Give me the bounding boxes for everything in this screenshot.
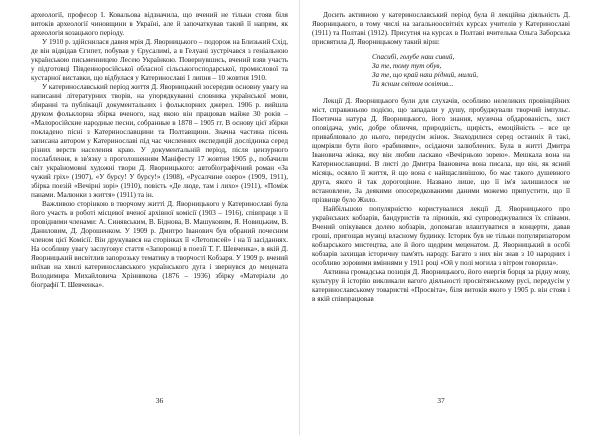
page-number: 37 <box>437 396 445 405</box>
paragraph: Досить активною у катеринославський період була й лекційна діяльність Д. Яворницького, в тому числі на загальноосвітніх курсах учителів у Катеринославі (1911) та Полтаві (1912). Присутня на курсах в Полтаві вчителька Ольга Заборська присвятила Д. Яворницькому такий вірш: <box>312 11 570 46</box>
right-page-text <box>312 11 570 304</box>
poem-line: Спасибі, голубе наш сивий, <box>372 53 455 61</box>
paragraph: Важливою сторінкою в творчому житті Д. Яворницького у Катеринославі була його участь в роботі місцевої вченої архівної комісії (1903 – 1916), співпраця з її провідними членами: А. Синявським, В. Біднова, В. Машуковим, Я. Новицьким, В. Даниловим, Д. Дорошенком. У 1909 р. Дмитро Іванович був обраний почесним членом цієї Комісії. Він друкувався на сторінках її «Летописей» і на її засіданнях. На особливу увагу заслуговує стаття «Запорожці в поезії Т. Г. Шевченка», в якій Д. Яворницький висвітлив запорозьку тематику в творчості Кобзаря. У 1909 р. вчений виїхав на хвилі катеринославського українського дуга і звернувся до мецената Володимира Михайловича Хрінникова (1876 – 1936) збірку «Матеріали до біографії Т. Шевченка». <box>31 200 288 289</box>
paragraph: У 1910 р. здійснилася давня мрія Д. Яворницького – подорож на Близький Схід, де він відвідав Єгипет, побував у Єрусалимі, а в Гелуані зустрічався з геніальною українською письменницею Лесею Українкою. Повернувшись, вчений взяв участь у підготовці Південноросійської обласної сільськогосподарської, промислової та кустарної виставки, що відбулася у Катеринославі 1 липня – 10 жовтня 1910. <box>31 38 288 82</box>
poem-line: За те, що край наш рідний, милий, <box>372 71 479 79</box>
paragraph: У катеринославський період життя Д. Яворницький зосередив основну увагу на написанні літературних творів, на упорядкуванні словника української мови, збиранні та публікації документальних і фольклорних джерел. 1906 р. вийшла друком фольклорна збірка вченого, над якою він працював майже 30 років – «Малоросійские народные песни, собранные в 1878 – 1905 гг. В основу цієї збірки покладено пісні з Катеринославщини та Полтавщини. Значна частина пісень записана автором у Катеринославі під час численних експедицій дослідника серед різних верств населення краю. У документальній період, після цензурного послаблення, в зв'язку з проголошенням Маніфесту 17 жовтня 1905 р., побачили світ україномовні художні твори Д. Яворницького: автобіографічний роман «За чужий гріх» (1907), «У бурсу! У бурсу!» (1908), «Русалчине озеро» (1909, 1911), збірка поезій «Вечірні зорі» (1910), повість «Де люде, там і лихо» (1911), «Поміж панами. Малюнки з життя» (1911) та ін. <box>31 83 288 199</box>
right-page <box>300 0 600 435</box>
paragraph: Найбільшою популярністю користувалися лекції Д. Яворницького про українських кобзарів, бандуристів та лірників, які супроводжувалися їх співами. Вчений опікувався долею кобзарів, допомагав влаштуватися в концерти, давав гроші, пригощав музиці власному будинку. Історик був не тільки популяризатором кобзарського мистецтва, але й його щедрим меценатом. Д. Яворницький в особі кобзарів захищав історичну пам'ять народу. Багато з них він знав з 10 народних і особливо зоровими вміннями у 1911 році «Ой у полі могила з вітром говорила». <box>312 205 570 267</box>
page-number: 36 <box>155 396 164 405</box>
paragraph: Активна громадська позиція Д. Яворницького, його енергія борця за рідну мову, культуру й історію викликали вагого діяльності просвітянському русі, передусім у катеринославському товаристві «Просвіта», біля витоків якого у 1905 р. він стояв і в якій співпрацював <box>312 268 570 303</box>
left-page-text <box>31 11 288 290</box>
paragraph: археології, професор І. Ковальова відзначила, що вчений не тільки стояв біля витоків археології чиновщини в Україні, але й започаткував такий її напрям, як археологія козацького періоду. <box>31 11 288 37</box>
poem-line: За те, тому тут обув, <box>372 62 442 70</box>
poem <box>372 53 570 89</box>
poem-line: Ти ясним світом освітив... <box>372 80 454 88</box>
paragraph: Лекції Д. Яворницького були для слухачів, особливо нелеликих провінційних міст, справжньою подією, що западали у душу, пробуджували творчий імпульс. Поетична натура Д. Яворницького, його знання, музична обдарованість, хист оповідача, уміє, добре обличчя, природність, щирість, емоційність – все це приваблювало до нього, передусім жінок. Знаходилися серед останніх й такі, щомріяли бути його «рабинями», осідаючи залюблених. Була в житті Дмитра Івановича жінка, яку він любив ласкаво «Вечірньою зорею». Мешкала вона на Катеринославщині. В листі до Дмитра Івановича вона писала, що він, як ясний місяць, осяяло її життя, й що вона є найщасливішою, бо має такого душевного друга, якого й так дорогоцінне. Названо лише, що її ім'я залишилося не встановлене, За деякими опосередкованими даними можемо припустити, що її прізвище було Жило. <box>312 97 570 204</box>
